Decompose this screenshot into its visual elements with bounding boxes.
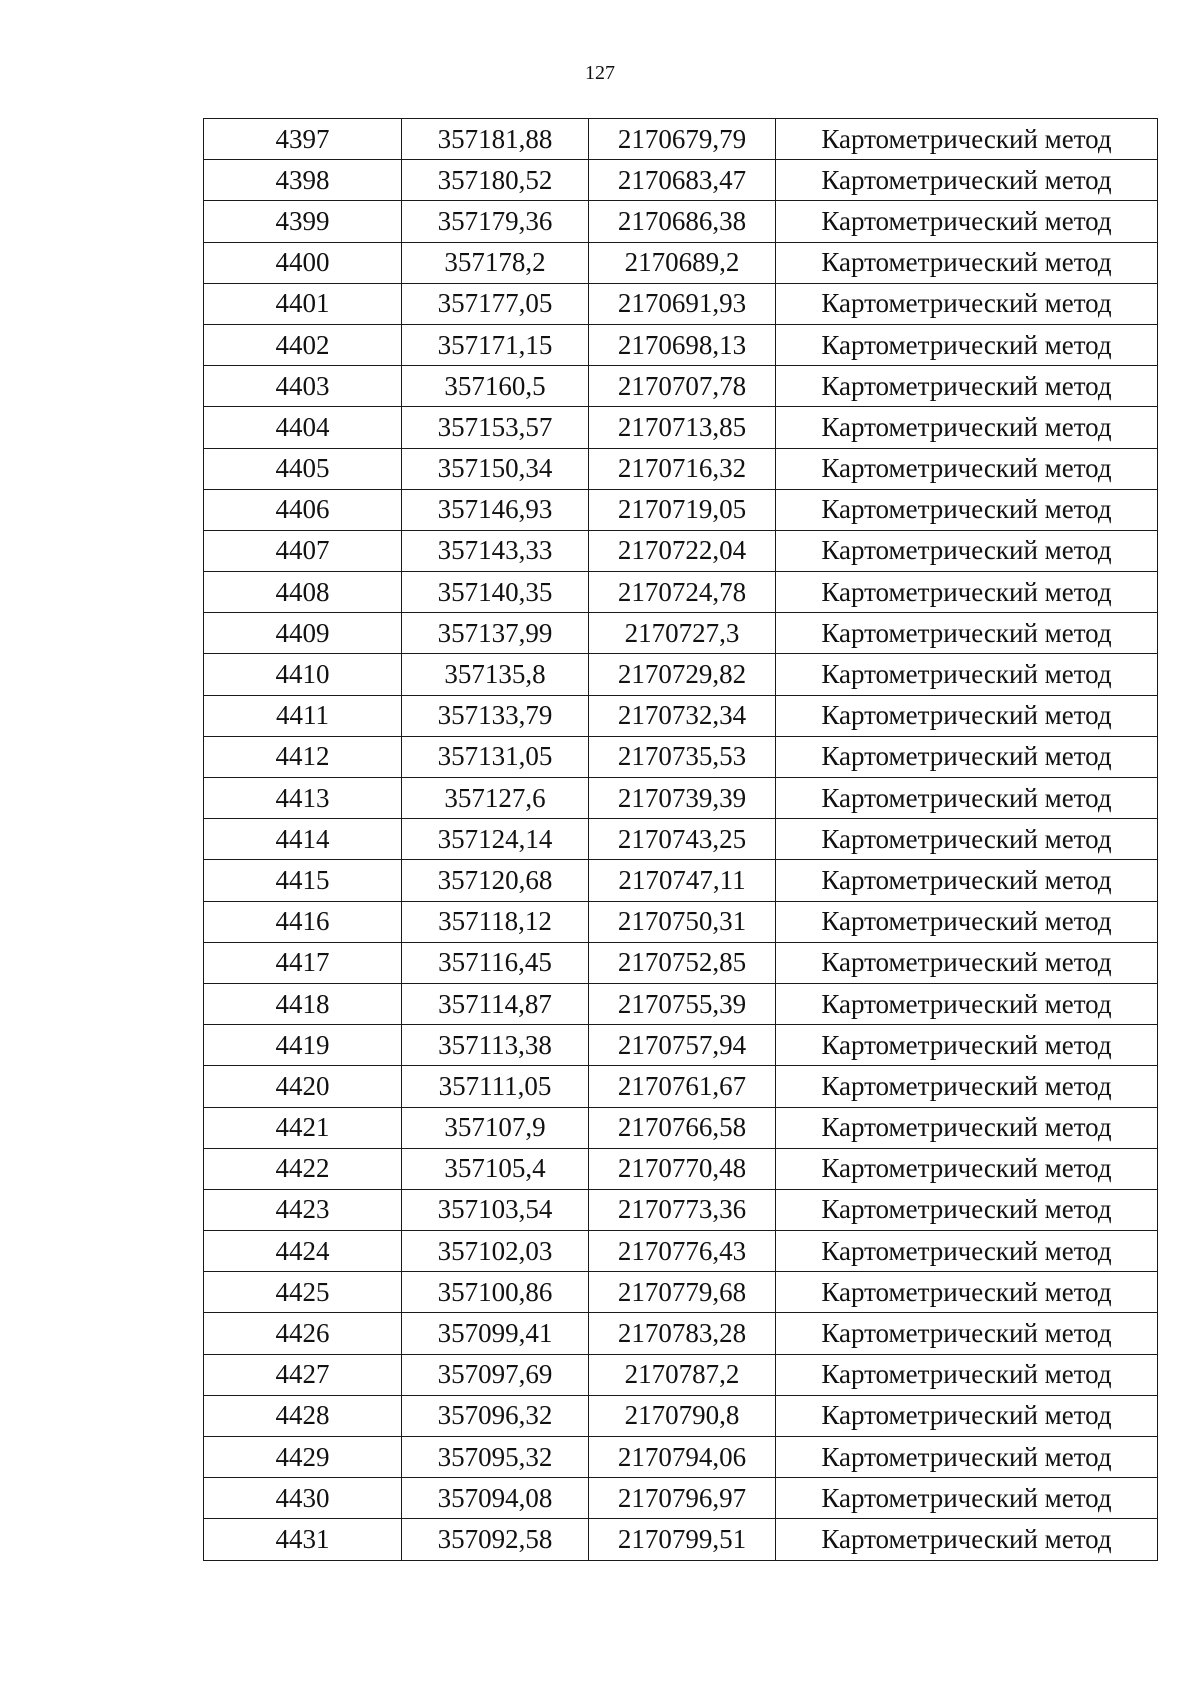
point-number-cell: 4429 bbox=[204, 1437, 402, 1478]
point-number-cell: 4399 bbox=[204, 201, 402, 242]
point-number-cell: 4428 bbox=[204, 1395, 402, 1436]
point-number-cell: 4411 bbox=[204, 695, 402, 736]
x-coordinate-cell: 357095,32 bbox=[402, 1437, 589, 1478]
table-row bbox=[204, 1354, 1158, 1395]
x-coordinate-cell: 357150,34 bbox=[402, 448, 589, 489]
table-row bbox=[204, 160, 1158, 201]
y-coordinate-cell: 2170719,05 bbox=[589, 489, 776, 530]
x-coordinate-cell: 357181,88 bbox=[402, 119, 589, 160]
table-row bbox=[204, 1066, 1158, 1107]
table-row bbox=[204, 613, 1158, 654]
table-row bbox=[204, 448, 1158, 489]
point-number-cell: 4397 bbox=[204, 119, 402, 160]
method-cell: Картометрический метод bbox=[776, 1354, 1158, 1395]
coordinates-table bbox=[203, 118, 1158, 1561]
x-coordinate-cell: 357160,5 bbox=[402, 366, 589, 407]
y-coordinate-cell: 2170747,11 bbox=[589, 860, 776, 901]
point-number-cell: 4423 bbox=[204, 1189, 402, 1230]
x-coordinate-cell: 357180,52 bbox=[402, 160, 589, 201]
y-coordinate-cell: 2170727,3 bbox=[589, 613, 776, 654]
method-cell: Картометрический метод bbox=[776, 366, 1158, 407]
table-row bbox=[204, 1025, 1158, 1066]
point-number-cell: 4404 bbox=[204, 407, 402, 448]
y-coordinate-cell: 2170796,97 bbox=[589, 1478, 776, 1519]
y-coordinate-cell: 2170787,2 bbox=[589, 1354, 776, 1395]
point-number-cell: 4403 bbox=[204, 366, 402, 407]
x-coordinate-cell: 357094,08 bbox=[402, 1478, 589, 1519]
method-cell: Картометрический метод bbox=[776, 1437, 1158, 1478]
y-coordinate-cell: 2170779,68 bbox=[589, 1272, 776, 1313]
y-coordinate-cell: 2170683,47 bbox=[589, 160, 776, 201]
method-cell: Картометрический метод bbox=[776, 572, 1158, 613]
x-coordinate-cell: 357113,38 bbox=[402, 1025, 589, 1066]
y-coordinate-cell: 2170755,39 bbox=[589, 983, 776, 1024]
table-row bbox=[204, 1478, 1158, 1519]
method-cell: Картометрический метод bbox=[776, 324, 1158, 365]
point-number-cell: 4407 bbox=[204, 530, 402, 571]
table-row bbox=[204, 983, 1158, 1024]
x-coordinate-cell: 357100,86 bbox=[402, 1272, 589, 1313]
point-number-cell: 4417 bbox=[204, 942, 402, 983]
point-number-cell: 4430 bbox=[204, 1478, 402, 1519]
method-cell: Картометрический метод bbox=[776, 1066, 1158, 1107]
y-coordinate-cell: 2170729,82 bbox=[589, 654, 776, 695]
table-row bbox=[204, 654, 1158, 695]
point-number-cell: 4422 bbox=[204, 1148, 402, 1189]
method-cell: Картометрический метод bbox=[776, 778, 1158, 819]
method-cell: Картометрический метод bbox=[776, 1231, 1158, 1272]
table-row bbox=[204, 860, 1158, 901]
table-row bbox=[204, 1395, 1158, 1436]
table-row bbox=[204, 778, 1158, 819]
point-number-cell: 4405 bbox=[204, 448, 402, 489]
point-number-cell: 4402 bbox=[204, 324, 402, 365]
y-coordinate-cell: 2170686,38 bbox=[589, 201, 776, 242]
method-cell: Картометрический метод bbox=[776, 983, 1158, 1024]
method-cell: Картометрический метод bbox=[776, 448, 1158, 489]
y-coordinate-cell: 2170761,67 bbox=[589, 1066, 776, 1107]
x-coordinate-cell: 357179,36 bbox=[402, 201, 589, 242]
x-coordinate-cell: 357171,15 bbox=[402, 324, 589, 365]
table-row bbox=[204, 695, 1158, 736]
table-row bbox=[204, 1272, 1158, 1313]
point-number-cell: 4401 bbox=[204, 283, 402, 324]
method-cell: Картометрический метод bbox=[776, 819, 1158, 860]
table-row bbox=[204, 819, 1158, 860]
table-row bbox=[204, 407, 1158, 448]
y-coordinate-cell: 2170732,34 bbox=[589, 695, 776, 736]
point-number-cell: 4414 bbox=[204, 819, 402, 860]
y-coordinate-cell: 2170752,85 bbox=[589, 942, 776, 983]
y-coordinate-cell: 2170750,31 bbox=[589, 901, 776, 942]
point-number-cell: 4427 bbox=[204, 1354, 402, 1395]
point-number-cell: 4416 bbox=[204, 901, 402, 942]
method-cell: Картометрический метод bbox=[776, 160, 1158, 201]
point-number-cell: 4419 bbox=[204, 1025, 402, 1066]
y-coordinate-cell: 2170691,93 bbox=[589, 283, 776, 324]
x-coordinate-cell: 357133,79 bbox=[402, 695, 589, 736]
table-row bbox=[204, 1107, 1158, 1148]
method-cell: Картометрический метод bbox=[776, 1148, 1158, 1189]
table-row bbox=[204, 572, 1158, 613]
method-cell: Картометрический метод bbox=[776, 1519, 1158, 1560]
x-coordinate-cell: 357153,57 bbox=[402, 407, 589, 448]
table-row bbox=[204, 942, 1158, 983]
point-number-cell: 4421 bbox=[204, 1107, 402, 1148]
x-coordinate-cell: 357097,69 bbox=[402, 1354, 589, 1395]
method-cell: Картометрический метод bbox=[776, 1107, 1158, 1148]
method-cell: Картометрический метод bbox=[776, 654, 1158, 695]
table-row bbox=[204, 324, 1158, 365]
x-coordinate-cell: 357127,6 bbox=[402, 778, 589, 819]
x-coordinate-cell: 357177,05 bbox=[402, 283, 589, 324]
point-number-cell: 4400 bbox=[204, 242, 402, 283]
method-cell: Картометрический метод bbox=[776, 1025, 1158, 1066]
table-row bbox=[204, 119, 1158, 160]
y-coordinate-cell: 2170707,78 bbox=[589, 366, 776, 407]
method-cell: Картометрический метод bbox=[776, 1478, 1158, 1519]
point-number-cell: 4426 bbox=[204, 1313, 402, 1354]
method-cell: Картометрический метод bbox=[776, 489, 1158, 530]
point-number-cell: 4424 bbox=[204, 1231, 402, 1272]
method-cell: Картометрический метод bbox=[776, 407, 1158, 448]
point-number-cell: 4425 bbox=[204, 1272, 402, 1313]
point-number-cell: 4415 bbox=[204, 860, 402, 901]
y-coordinate-cell: 2170739,39 bbox=[589, 778, 776, 819]
table-row bbox=[204, 242, 1158, 283]
y-coordinate-cell: 2170799,51 bbox=[589, 1519, 776, 1560]
y-coordinate-cell: 2170735,53 bbox=[589, 736, 776, 777]
y-coordinate-cell: 2170679,79 bbox=[589, 119, 776, 160]
x-coordinate-cell: 357120,68 bbox=[402, 860, 589, 901]
y-coordinate-cell: 2170790,8 bbox=[589, 1395, 776, 1436]
point-number-cell: 4418 bbox=[204, 983, 402, 1024]
method-cell: Картометрический метод bbox=[776, 242, 1158, 283]
table-row bbox=[204, 201, 1158, 242]
method-cell: Картометрический метод bbox=[776, 695, 1158, 736]
y-coordinate-cell: 2170783,28 bbox=[589, 1313, 776, 1354]
table-row bbox=[204, 1231, 1158, 1272]
y-coordinate-cell: 2170770,48 bbox=[589, 1148, 776, 1189]
point-number-cell: 4410 bbox=[204, 654, 402, 695]
table-row bbox=[204, 489, 1158, 530]
x-coordinate-cell: 357143,33 bbox=[402, 530, 589, 571]
y-coordinate-cell: 2170689,2 bbox=[589, 242, 776, 283]
y-coordinate-cell: 2170766,58 bbox=[589, 1107, 776, 1148]
y-coordinate-cell: 2170773,36 bbox=[589, 1189, 776, 1230]
point-number-cell: 4406 bbox=[204, 489, 402, 530]
table-row bbox=[204, 1313, 1158, 1354]
point-number-cell: 4431 bbox=[204, 1519, 402, 1560]
x-coordinate-cell: 357092,58 bbox=[402, 1519, 589, 1560]
method-cell: Картометрический метод bbox=[776, 201, 1158, 242]
x-coordinate-cell: 357111,05 bbox=[402, 1066, 589, 1107]
x-coordinate-cell: 357118,12 bbox=[402, 901, 589, 942]
x-coordinate-cell: 357102,03 bbox=[402, 1231, 589, 1272]
method-cell: Картометрический метод bbox=[776, 1272, 1158, 1313]
coordinates-table-body bbox=[204, 119, 1158, 1561]
x-coordinate-cell: 357114,87 bbox=[402, 983, 589, 1024]
x-coordinate-cell: 357131,05 bbox=[402, 736, 589, 777]
y-coordinate-cell: 2170716,32 bbox=[589, 448, 776, 489]
x-coordinate-cell: 357140,35 bbox=[402, 572, 589, 613]
x-coordinate-cell: 357096,32 bbox=[402, 1395, 589, 1436]
table-row bbox=[204, 1189, 1158, 1230]
table-row bbox=[204, 366, 1158, 407]
point-number-cell: 4420 bbox=[204, 1066, 402, 1107]
x-coordinate-cell: 357137,99 bbox=[402, 613, 589, 654]
x-coordinate-cell: 357178,2 bbox=[402, 242, 589, 283]
method-cell: Картометрический метод bbox=[776, 736, 1158, 777]
method-cell: Картометрический метод bbox=[776, 1313, 1158, 1354]
y-coordinate-cell: 2170794,06 bbox=[589, 1437, 776, 1478]
x-coordinate-cell: 357146,93 bbox=[402, 489, 589, 530]
table-row bbox=[204, 736, 1158, 777]
x-coordinate-cell: 357124,14 bbox=[402, 819, 589, 860]
method-cell: Картометрический метод bbox=[776, 530, 1158, 571]
method-cell: Картометрический метод bbox=[776, 613, 1158, 654]
y-coordinate-cell: 2170757,94 bbox=[589, 1025, 776, 1066]
x-coordinate-cell: 357116,45 bbox=[402, 942, 589, 983]
table-row bbox=[204, 1148, 1158, 1189]
x-coordinate-cell: 357105,4 bbox=[402, 1148, 589, 1189]
method-cell: Картометрический метод bbox=[776, 1189, 1158, 1230]
x-coordinate-cell: 357103,54 bbox=[402, 1189, 589, 1230]
point-number-cell: 4409 bbox=[204, 613, 402, 654]
y-coordinate-cell: 2170713,85 bbox=[589, 407, 776, 448]
y-coordinate-cell: 2170776,43 bbox=[589, 1231, 776, 1272]
x-coordinate-cell: 357107,9 bbox=[402, 1107, 589, 1148]
method-cell: Картометрический метод bbox=[776, 283, 1158, 324]
table-row bbox=[204, 1437, 1158, 1478]
y-coordinate-cell: 2170722,04 bbox=[589, 530, 776, 571]
y-coordinate-cell: 2170698,13 bbox=[589, 324, 776, 365]
table-row bbox=[204, 283, 1158, 324]
method-cell: Картометрический метод bbox=[776, 1395, 1158, 1436]
point-number-cell: 4398 bbox=[204, 160, 402, 201]
point-number-cell: 4413 bbox=[204, 778, 402, 819]
x-coordinate-cell: 357135,8 bbox=[402, 654, 589, 695]
table-row bbox=[204, 1519, 1158, 1560]
table-row bbox=[204, 530, 1158, 571]
point-number-cell: 4408 bbox=[204, 572, 402, 613]
method-cell: Картометрический метод bbox=[776, 119, 1158, 160]
x-coordinate-cell: 357099,41 bbox=[402, 1313, 589, 1354]
y-coordinate-cell: 2170724,78 bbox=[589, 572, 776, 613]
method-cell: Картометрический метод bbox=[776, 901, 1158, 942]
table-row bbox=[204, 901, 1158, 942]
y-coordinate-cell: 2170743,25 bbox=[589, 819, 776, 860]
page-number: 127 bbox=[585, 62, 615, 84]
point-number-cell: 4412 bbox=[204, 736, 402, 777]
method-cell: Картометрический метод bbox=[776, 860, 1158, 901]
method-cell: Картометрический метод bbox=[776, 942, 1158, 983]
